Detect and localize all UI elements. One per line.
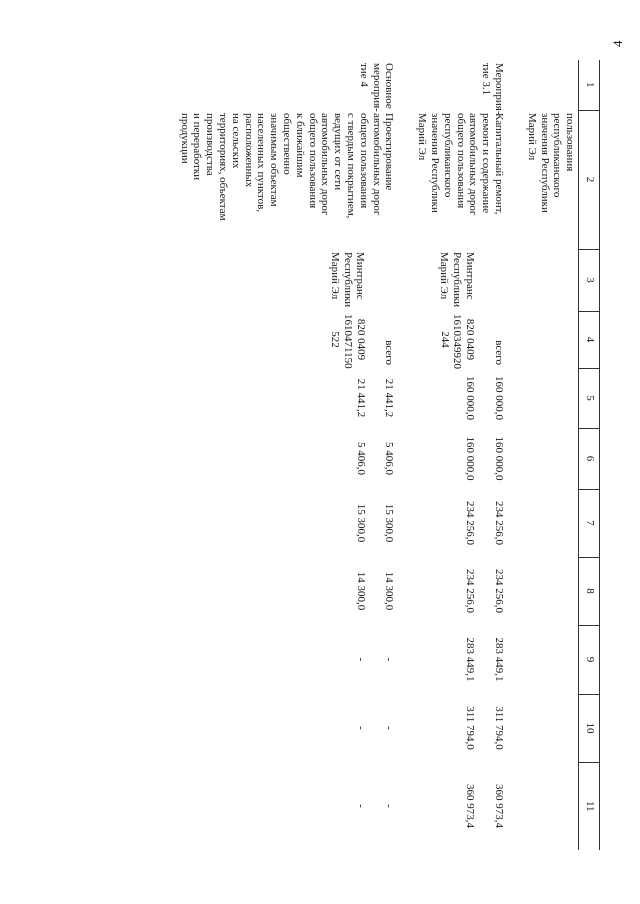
col-header-3: 3 [579,249,600,311]
cell-value-col11: - - [354,804,396,808]
rotated-table-area [110,60,600,850]
cell-value-col6: 5 406,0 5 406,0 [354,442,396,475]
cell-description: пользования республиканского значения Республики Марий Эл [525,113,577,213]
col-header-5: 5 [579,368,600,428]
col-header-10: 10 [579,694,600,762]
col-header-11: 11 [579,762,600,850]
col-header-9: 9 [579,625,600,694]
cell-value-col10: - - [354,726,396,730]
cell-value-col11: 360 973,4 360 973,4 [464,784,506,828]
cell-executor [523,249,579,311]
cell-kbk: всего 820 0409 1610471150 522 [329,314,396,369]
cell-value-col9: 283 449,1 283 449,1 [464,637,506,682]
table-row [523,60,579,850]
col-header-8: 8 [579,557,600,625]
cell-measure: Мероприя-тие 3.1 [480,63,506,115]
col-header-6: 6 [579,428,600,489]
col-header-4: 4 [579,311,600,368]
col-header-1: 1 [579,60,600,110]
cell-description: Капитальный ремонт, ремонт и содержание автомобильных дорог общего пользования республиканского значения Республики Марий Эл [416,113,506,216]
budget-table [176,60,600,850]
cell-value-col9: - - [354,657,396,662]
cell-value-col7: 15 300,0 15 300,0 [354,503,396,543]
column-number-row [579,60,600,850]
cell-measure [523,60,579,110]
cell-value-col5: 21 441,2 21 441,2 [354,378,396,418]
cell-value-col10: 311 794,0 311 794,0 [464,706,506,750]
cell-value-col7: 234 256,0 234 256,0 [464,501,506,545]
cell-kbk: всего 820 0409 1610349920 244 [438,314,506,369]
cell-value-col8: 14 300,0 14 300,0 [354,571,396,611]
cell-value-col6: 160 000,0 160 000,0 [464,436,506,481]
cell-measure: Основное мероприя-тие 4 [357,63,396,112]
cell-kbk [523,311,579,368]
cell-executor: Минтранс Республики Марий Эл [438,252,477,308]
col-header-2: 2 [579,110,600,249]
table-row [413,60,507,850]
cell-description: Проектирование автомобильных дорог общего пользования с твердым покрытием, ведущих от сети автомобильных дорог общего пользования к ближайшим общественно значимым объектам населенных пунктов, расположенных на сельских территориях, объектам производства и переработки продукции [178,113,396,221]
cell-value-col5: 160 000,0 160 000,0 [464,376,506,420]
page-number: 4 [610,40,625,47]
cell-value-col8: 234 256,0 234 256,0 [464,569,506,613]
col-header-7: 7 [579,489,600,557]
cell-executor: Минтранс Республики Марий Эл [328,252,367,308]
table-row [176,60,398,850]
